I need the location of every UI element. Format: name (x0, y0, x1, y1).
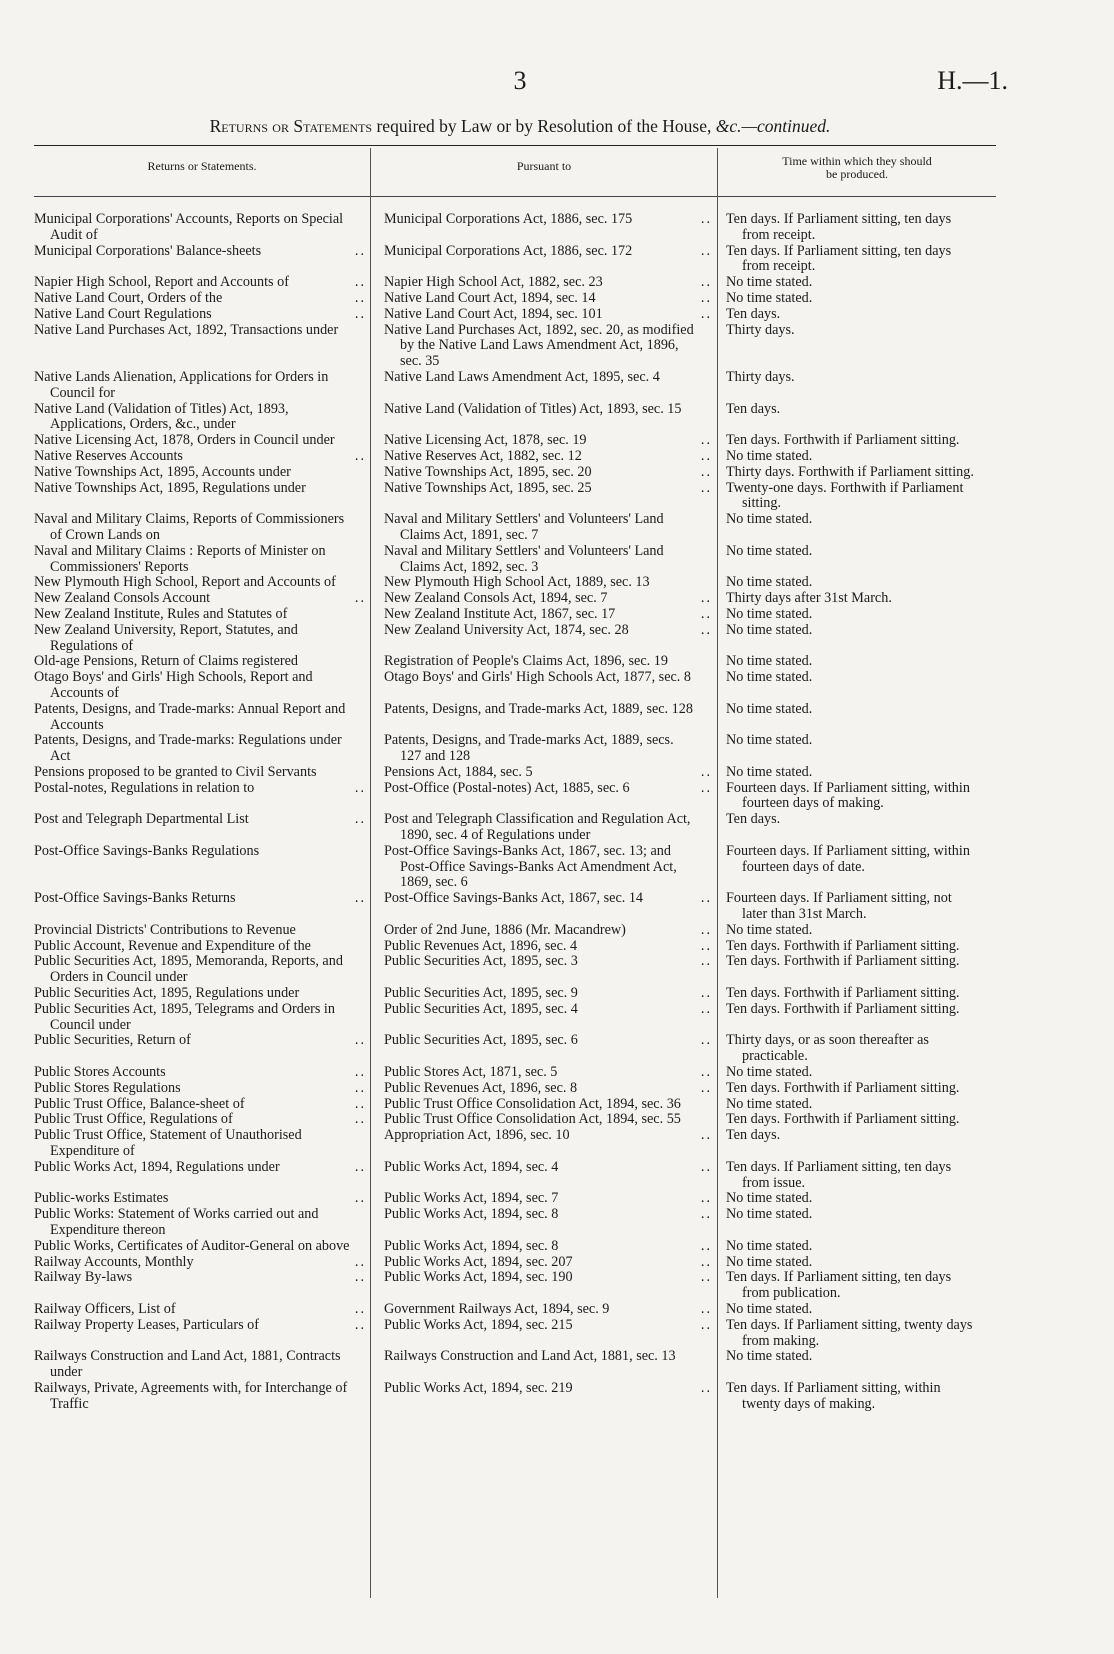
time-cell: Ten days. If Parliament sitting, ten days from receipt. (726, 211, 952, 243)
return-cell: Otago Boys' and Girls' High Schools, Report and Accounts of (34, 669, 313, 701)
time-cell: Thirty days. (726, 368, 795, 385)
table-row (34, 370, 996, 402)
table-row (34, 844, 996, 891)
pursuant-cell: New Plymouth High School Act, 1889, sec. 13 (384, 574, 650, 591)
time-cell: Ten days. (726, 305, 781, 322)
pursuant-cell: Public Works Act, 1894, sec. 8 .. (384, 1237, 712, 1254)
time-cell: Ten days. If Parliament sitting, twenty days from making. (726, 1316, 973, 1349)
time-cell: No time stated. (726, 621, 813, 638)
table-row (34, 1349, 996, 1381)
pursuant-cell: Pensions Act, 1884, sec. 5 .. (384, 763, 712, 780)
return-cell: Naval and Military Claims, Reports of Commissioners of Crown Lands on (34, 511, 345, 543)
table-row (34, 923, 996, 939)
return-cell: Railway Property Leases, Particulars of .. (34, 1316, 366, 1333)
return-cell: Public Securities Act, 1895, Regulations under (34, 985, 300, 1002)
return-cell: Public Securities, Return of .. (34, 1032, 366, 1049)
time-cell: Ten days. Forthwith if Parliament sitting. (726, 1111, 960, 1128)
pursuant-cell: Public Revenues Act, 1896, sec. 8 .. (384, 1079, 712, 1096)
pursuant-cell: Appropriation Act, 1896, sec. 10 .. (384, 1127, 712, 1144)
table-row (34, 244, 996, 276)
return-cell: Public Works, Certificates of Auditor-General on above (34, 1237, 350, 1254)
time-cell: No time stated. (726, 921, 813, 938)
return-cell: Pensions proposed to be granted to Civil Servants (34, 763, 317, 780)
pursuant-cell: Public Works Act, 1894, sec. 190 .. (384, 1269, 712, 1286)
time-cell: No time stated. (726, 700, 813, 717)
table-row (34, 781, 996, 813)
pursuant-cell: Public Securities Act, 1895, sec. 6 .. (384, 1032, 712, 1049)
table-row (34, 1112, 996, 1128)
table-row (34, 307, 996, 323)
table-row (34, 702, 996, 734)
table-row (34, 1318, 996, 1350)
return-cell: Napier High School, Report and Accounts of .. (34, 274, 366, 291)
return-cell: Public Account, Revenue and Expenditure of the (34, 937, 311, 954)
pursuant-cell: New Zealand Institute Act, 1867, sec. 17 .. (384, 605, 712, 622)
return-cell: Railways Construction and Land Act, 1881, Contracts under (34, 1348, 341, 1381)
time-cell: Twenty-one days. Forthwith if Parliament sitting. (726, 479, 964, 512)
table-row (34, 1065, 996, 1081)
return-cell: Public Securities Act, 1895, Memoranda, Reports, and Orders in Council under (34, 953, 343, 986)
time-cell: Thirty days, or as soon thereafter as practicable. (726, 1032, 929, 1065)
pursuant-cell: New Zealand University Act, 1874, sec. 28 .. (384, 621, 712, 638)
time-cell: No time stated. (726, 574, 813, 591)
pursuant-cell: Napier High School Act, 1882, sec. 23 .. (384, 274, 712, 291)
pursuant-cell: Public Works Act, 1894, sec. 7 .. (384, 1190, 712, 1207)
return-cell: Municipal Corporations' Accounts, Reports on Special Audit of (34, 211, 344, 243)
pursuant-cell: Naval and Military Settlers' and Volunteers' Land Claims Act, 1892, sec. 3 (384, 542, 664, 575)
table-row (34, 812, 996, 844)
column-header-time-line-2: be produced. (826, 167, 888, 181)
returns-table-body (34, 212, 996, 1413)
page-title (0, 116, 1040, 137)
time-cell: No time stated. (726, 1064, 813, 1081)
pursuant-cell: Native Reserves Act, 1882, sec. 12 .. (384, 447, 712, 464)
return-cell: Public Trust Office, Balance-sheet of .. (34, 1095, 366, 1112)
time-cell: Ten days. If Parliament sitting, ten days from publication. (726, 1269, 952, 1302)
pursuant-cell: Public Trust Office Consolidation Act, 1894, sec. 55 (384, 1111, 681, 1128)
return-cell: Native Land Court Regulations .. (34, 305, 366, 322)
return-cell: Public Securities Act, 1895, Telegrams and Orders in Council under (34, 1000, 335, 1033)
return-cell: Municipal Corporations' Balance-sheets .. (34, 242, 366, 259)
table-row (34, 765, 996, 781)
table-row (34, 591, 996, 607)
time-cell: Fourteen days. If Parliament sitting, within fourteen days of making. (726, 779, 970, 812)
return-cell: Public Works Act, 1894, Regulations under .. (34, 1158, 366, 1175)
pursuant-cell: Post-Office Savings-Banks Act, 1867, sec. 13; and Post-Office Savings-Banks Act Amendment Act, 1869, sec. 6 (384, 842, 677, 891)
time-cell: No time stated. (726, 605, 813, 622)
return-cell: Post-Office Savings-Banks Returns .. (34, 890, 366, 907)
table-row (34, 1255, 996, 1271)
pursuant-cell: Public Securities Act, 1895, sec. 9 .. (384, 985, 712, 1002)
table-row (34, 1128, 996, 1160)
return-cell: Old-age Pensions, Return of Claims registered (34, 653, 298, 670)
return-cell: Provincial Districts' Contributions to Revenue (34, 921, 296, 938)
table-row (34, 1239, 996, 1255)
pursuant-cell: Patents, Designs, and Trade-marks Act, 1889, secs. 127 and 128 (384, 732, 674, 765)
return-cell: Native Licensing Act, 1878, Orders in Council under (34, 432, 335, 449)
pursuant-cell: Otago Boys' and Girls' High Schools Act, 1877, sec. 8 (384, 669, 691, 686)
table-row (34, 954, 996, 986)
return-cell: Patents, Designs, and Trade-marks: Annual Report and Accounts (34, 700, 346, 733)
pursuant-cell: Native Land Purchases Act, 1892, sec. 20, as modified by the Native Land Laws Amendment Act, 1896, sec. 35 (384, 321, 694, 370)
time-cell: No time stated. (726, 542, 813, 559)
table-row (34, 291, 996, 307)
time-cell: Ten days. Forthwith if Parliament sitting. (726, 1000, 960, 1017)
return-cell: Native Reserves Accounts .. (34, 447, 366, 464)
pursuant-cell: Post-Office Savings-Banks Act, 1867, sec. 14 .. (384, 890, 712, 907)
title-part-2: required by Law or by Resolution of the House, (372, 116, 716, 136)
time-cell: No time stated. (726, 1237, 813, 1254)
return-cell: Public Trust Office, Statement of Unauthorised Expenditure of (34, 1127, 302, 1160)
pursuant-cell: Public Works Act, 1894, sec. 4 .. (384, 1158, 712, 1175)
pursuant-cell: Native Land Court Act, 1894, sec. 14 .. (384, 289, 712, 306)
time-cell: Thirty days. (726, 321, 795, 338)
time-cell: Thirty days after 31st March. (726, 590, 892, 607)
time-cell: Ten days. If Parliament sitting, within twenty days of making. (726, 1379, 941, 1412)
pursuant-cell: Native Townships Act, 1895, sec. 20 .. (384, 463, 712, 480)
time-cell: No time stated. (726, 653, 813, 670)
time-cell: Ten days. If Parliament sitting, ten days from issue. (726, 1158, 952, 1191)
pursuant-cell: Native Land Laws Amendment Act, 1895, sec. 4 (384, 368, 660, 385)
pursuant-cell: Native Land (Validation of Titles) Act, 1893, sec. 15 (384, 400, 682, 417)
return-cell: Post and Telegraph Departmental List .. (34, 811, 366, 828)
pursuant-cell: Government Railways Act, 1894, sec. 9 .. (384, 1300, 712, 1317)
table-row (34, 654, 996, 670)
pursuant-cell: Post-Office (Postal-notes) Act, 1885, sec. 6 .. (384, 779, 712, 796)
table-row (34, 575, 996, 591)
return-cell: Native Land Purchases Act, 1892, Transactions under (34, 321, 339, 338)
return-cell: New Zealand Institute, Rules and Statutes of (34, 605, 288, 622)
return-cell: New Zealand Consols Account .. (34, 590, 366, 607)
table-row (34, 544, 996, 576)
return-cell: Public Works: Statement of Works carried out and Expenditure thereon (34, 1206, 319, 1238)
header-rule-top (34, 145, 996, 146)
time-cell: No time stated. (726, 1206, 813, 1223)
pursuant-cell: Native Licensing Act, 1878, sec. 19 .. (384, 432, 712, 449)
time-cell: No time stated. (726, 511, 813, 528)
return-cell: Post-Office Savings-Banks Regulations (34, 842, 260, 859)
return-cell: Railway Accounts, Monthly .. (34, 1253, 366, 1270)
return-cell: Patents, Designs, and Trade-marks: Regulations under Act (34, 732, 342, 765)
time-cell: No time stated. (726, 669, 813, 686)
table-row (34, 512, 996, 544)
pursuant-cell: New Zealand Consols Act, 1894, sec. 7 .. (384, 590, 712, 607)
header-rule-bottom (34, 196, 996, 197)
return-cell: Naval and Military Claims : Reports of Minister on Commissioners' Reports (34, 542, 326, 575)
return-cell: Native Lands Alienation, Applications for Orders in Council for (34, 368, 329, 401)
time-cell: No time stated. (726, 447, 813, 464)
table-row (34, 607, 996, 623)
table-row (34, 1160, 996, 1192)
table-row (34, 891, 996, 923)
time-cell: No time stated. (726, 1348, 813, 1365)
table-row (34, 1381, 996, 1413)
time-cell: Fourteen days. If Parliament sitting, within fourteen days of date. (726, 842, 970, 875)
table-row (34, 623, 996, 655)
pursuant-cell: Public Revenues Act, 1896, sec. 4 .. (384, 937, 712, 954)
time-cell: No time stated. (726, 1253, 813, 1270)
time-cell: Ten days. Forthwith if Parliament sitting. (726, 1079, 960, 1096)
return-cell: Postal-notes, Regulations in relation to .. (34, 779, 366, 796)
table-row (34, 1081, 996, 1097)
title-part-1: Returns or Statements (209, 116, 373, 136)
time-cell: No time stated. (726, 732, 813, 749)
table-row (34, 1191, 996, 1207)
column-header-returns: Returns or Statements. (147, 159, 257, 173)
time-cell: No time stated. (726, 289, 813, 306)
pursuant-cell: Public Works Act, 1894, sec. 207 .. (384, 1253, 712, 1270)
table-row (34, 212, 996, 244)
table-row (34, 275, 996, 291)
return-cell: New Plymouth High School, Report and Accounts of (34, 574, 336, 591)
return-cell: Public Stores Regulations .. (34, 1079, 366, 1096)
time-cell: Ten days. If Parliament sitting, ten days from receipt. (726, 242, 952, 275)
table-row (34, 449, 996, 465)
table-row (34, 1033, 996, 1065)
table-row (34, 1302, 996, 1318)
pursuant-cell: Public Works Act, 1894, sec. 8 .. (384, 1206, 712, 1223)
pursuant-cell: Public Works Act, 1894, sec. 215 .. (384, 1316, 712, 1333)
table-row (34, 402, 996, 434)
table-row (34, 986, 996, 1002)
pursuant-cell: Public Stores Act, 1871, sec. 5 .. (384, 1064, 712, 1081)
pursuant-cell: Registration of People's Claims Act, 1896, sec. 19 (384, 653, 668, 670)
pursuant-cell: Native Townships Act, 1895, sec. 25 .. (384, 479, 712, 496)
time-cell: Ten days. (726, 811, 781, 828)
table-row (34, 1207, 996, 1239)
return-cell: New Zealand University, Report, Statutes, and Regulations of (34, 621, 298, 654)
return-cell: Railways, Private, Agreements with, for Interchange of Traffic (34, 1379, 348, 1412)
time-cell: Ten days. (726, 400, 781, 417)
time-cell: Ten days. Forthwith if Parliament sitting. (726, 985, 960, 1002)
time-cell: Fourteen days. If Parliament sitting, not later than 31st March. (726, 890, 952, 923)
time-cell: Ten days. Forthwith if Parliament sitting. (726, 937, 960, 954)
table-row (34, 465, 996, 481)
return-cell: Native Land Court, Orders of the .. (34, 289, 366, 306)
time-cell: Thirty days. Forthwith if Parliament sitting. (726, 463, 974, 480)
table-row (34, 939, 996, 955)
pursuant-cell: Public Securities Act, 1895, sec. 4 .. (384, 1000, 712, 1017)
return-cell: Public Stores Accounts .. (34, 1064, 366, 1081)
return-cell: Native Land (Validation of Titles) Act, 1893, Applications, Orders, &c., under (34, 400, 289, 433)
table-row (34, 670, 996, 702)
pursuant-cell: Post and Telegraph Classification and Regulation Act, 1890, sec. 4 of Regulations under (384, 811, 691, 844)
time-cell: No time stated. (726, 1300, 813, 1317)
time-cell: Ten days. (726, 1127, 781, 1144)
table-row (34, 323, 996, 370)
return-cell: Native Townships Act, 1895, Regulations under (34, 479, 306, 496)
pursuant-cell: Native Land Court Act, 1894, sec. 101 .. (384, 305, 712, 322)
column-header-time-line-1: Time within which they should (782, 154, 932, 168)
pursuant-cell: Public Securities Act, 1895, sec. 3 .. (384, 953, 712, 970)
table-row (34, 733, 996, 765)
table-row (34, 1002, 996, 1034)
time-cell: No time stated. (726, 763, 813, 780)
column-header-time (718, 155, 996, 181)
table-row (34, 481, 996, 513)
pursuant-cell: Patents, Designs, and Trade-marks Act, 1889, sec. 128 (384, 700, 693, 717)
page-number: 3 (513, 66, 527, 95)
pursuant-cell: Public Works Act, 1894, sec. 219 .. (384, 1379, 712, 1396)
pursuant-cell: Order of 2nd June, 1886 (Mr. Macandrew) .. (384, 921, 712, 938)
pursuant-cell: Municipal Corporations Act, 1886, sec. 175 .. (384, 211, 712, 227)
time-cell: No time stated. (726, 274, 813, 291)
return-cell: Native Townships Act, 1895, Accounts under (34, 463, 291, 480)
title-part-3: &c.—continued. (715, 116, 831, 136)
return-cell: Public-works Estimates .. (34, 1190, 366, 1207)
return-cell: Public Trust Office, Regulations of .. (34, 1111, 366, 1128)
time-cell: No time stated. (726, 1095, 813, 1112)
table-row (34, 433, 996, 449)
pursuant-cell: Public Trust Office Consolidation Act, 1894, sec. 36 (384, 1095, 681, 1112)
pursuant-cell: Municipal Corporations Act, 1886, sec. 172 .. (384, 242, 712, 259)
table-row (34, 1097, 996, 1113)
pursuant-cell: Railways Construction and Land Act, 1881, sec. 13 (384, 1348, 676, 1365)
return-cell: Railway Officers, List of .. (34, 1300, 366, 1317)
document-reference: H.—1. (937, 66, 1008, 95)
table-row (34, 1270, 996, 1302)
time-cell: Ten days. Forthwith if Parliament sitting. (726, 432, 960, 449)
time-cell: No time stated. (726, 1190, 813, 1207)
return-cell: Railway By-laws .. (34, 1269, 366, 1286)
time-cell: Ten days. Forthwith if Parliament sitting. (726, 953, 960, 970)
column-header-pursuant: Pursuant to (516, 159, 572, 173)
pursuant-cell: Naval and Military Settlers' and Volunteers' Land Claims Act, 1891, sec. 7 (384, 511, 664, 543)
